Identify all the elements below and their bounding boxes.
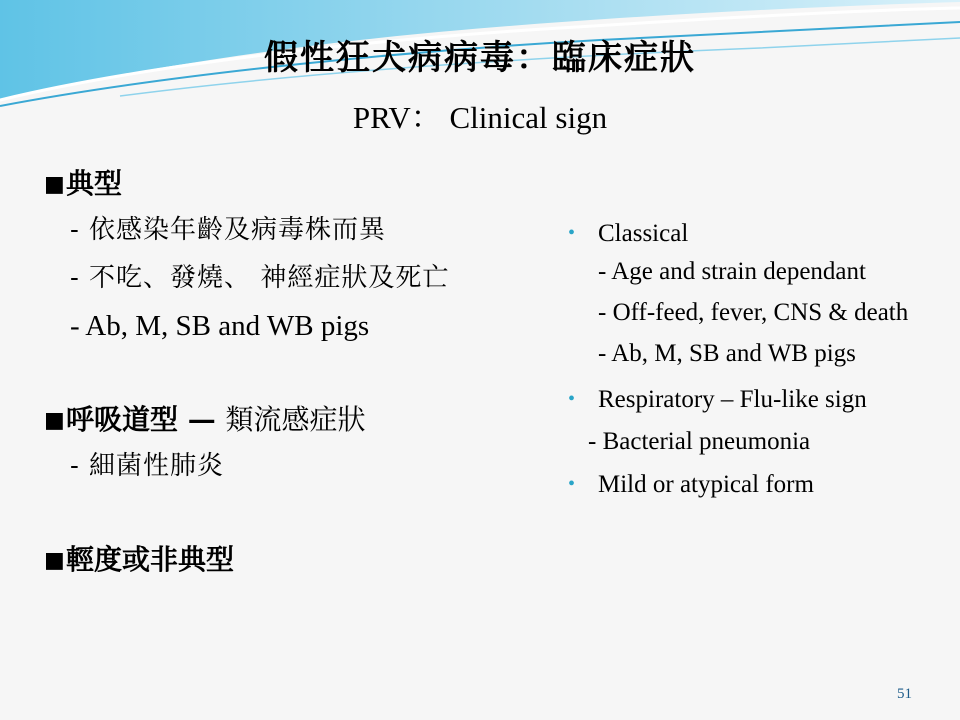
round-bullet-icon: •	[568, 222, 576, 244]
typical-item: - 依感染年齡及病毒株而異	[70, 215, 387, 245]
classical-item: - Ab, M, SB and WB pigs	[598, 340, 856, 367]
section-mild-heading: ■輕度或非典型	[44, 538, 564, 582]
spacer	[44, 490, 564, 538]
right-column	[568, 212, 918, 506]
classical-bullet: • Classical	[568, 212, 918, 255]
slide-subtitle: PRV： Clinical sign	[352, 100, 608, 135]
square-bullet-icon: ■	[44, 407, 65, 433]
page-number: 51	[897, 686, 912, 702]
slide-title: 假性狂犬病病毒：臨床症狀	[264, 38, 696, 78]
typical-item: - 不吃、發燒、 神經症狀及死亡	[70, 263, 450, 293]
classical-item: - Off-feed, fever, CNS & death	[598, 299, 909, 326]
left-column	[44, 162, 564, 582]
round-bullet-icon: •	[568, 388, 576, 410]
respiratory-item: - 細菌性肺炎	[70, 451, 225, 481]
respiratory-bullet: • Respiratory – Flu-like sign	[568, 378, 918, 421]
section-typical-heading: ■典型	[44, 162, 564, 206]
spacer	[44, 350, 564, 398]
typical-item: - Ab, M, SB and WB pigs	[70, 310, 370, 342]
square-bullet-icon: ■	[44, 547, 65, 573]
mild-bullet: • Mild or atypical form	[568, 463, 918, 506]
classical-item: - Age and strain dependant	[598, 258, 866, 285]
square-bullet-icon: ■	[44, 171, 65, 197]
round-bullet-icon: •	[568, 473, 576, 495]
section-respiratory-heading: ■呼吸道型 — 類流感症狀	[44, 398, 564, 442]
respiratory-item: - Bacterial pneumonia	[588, 428, 811, 455]
